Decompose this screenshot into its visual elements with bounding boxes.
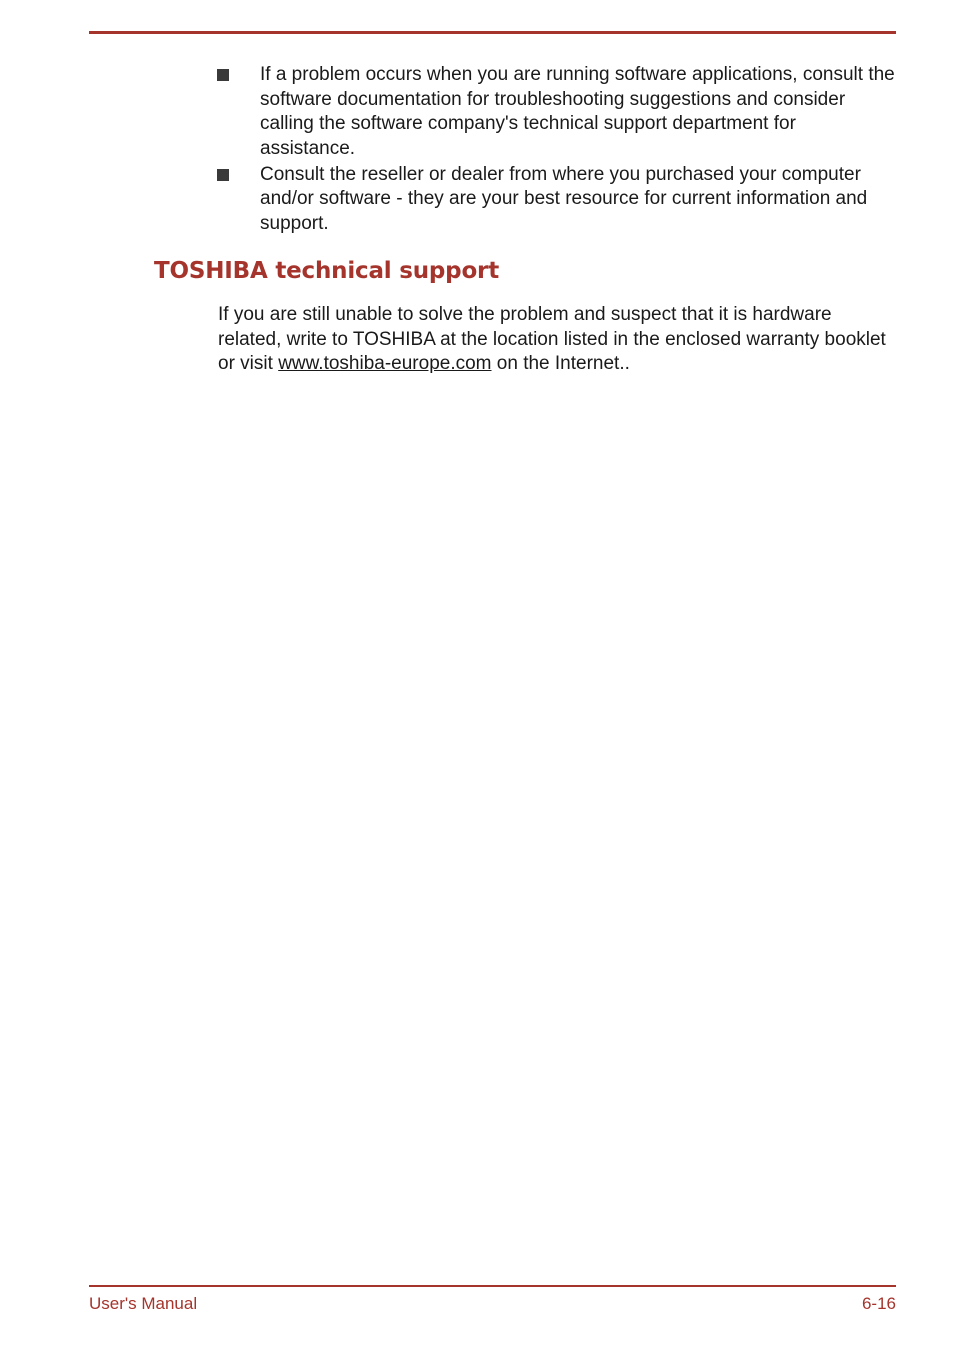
list-item [216, 63, 896, 161]
paragraph-text-start: If you are still unable to solve the problem and suspect that it is hardware related, write to TOSHIBA at the location listed in the enclosed warranty booklet or visit [218, 304, 886, 374]
bullet-list [216, 63, 896, 238]
square-bullet-icon [217, 169, 229, 181]
paragraph-text-end: on the Internet.. [491, 353, 630, 374]
footer-manual-label: User's Manual [89, 1294, 198, 1313]
bullet-text: Consult the reseller or dealer from where you purchased your computer and/or software - they are your best resource for current information and support. [260, 163, 868, 234]
footer-rule [89, 1285, 896, 1287]
header-rule [89, 31, 896, 34]
square-bullet-icon [217, 69, 229, 81]
bullet-text: If a problem occurs when you are running software applications, consult the software documentation for troubleshooting suggestions and consider calling the software company's technical support department for assistance. [260, 64, 895, 159]
toshiba-europe-link[interactable]: www.toshiba-europe.com [278, 353, 492, 374]
section-heading: TOSHIBA technical support [154, 258, 499, 284]
page-number: 6-16 [861, 1294, 896, 1313]
list-item [216, 163, 896, 237]
section-paragraph [218, 303, 898, 377]
